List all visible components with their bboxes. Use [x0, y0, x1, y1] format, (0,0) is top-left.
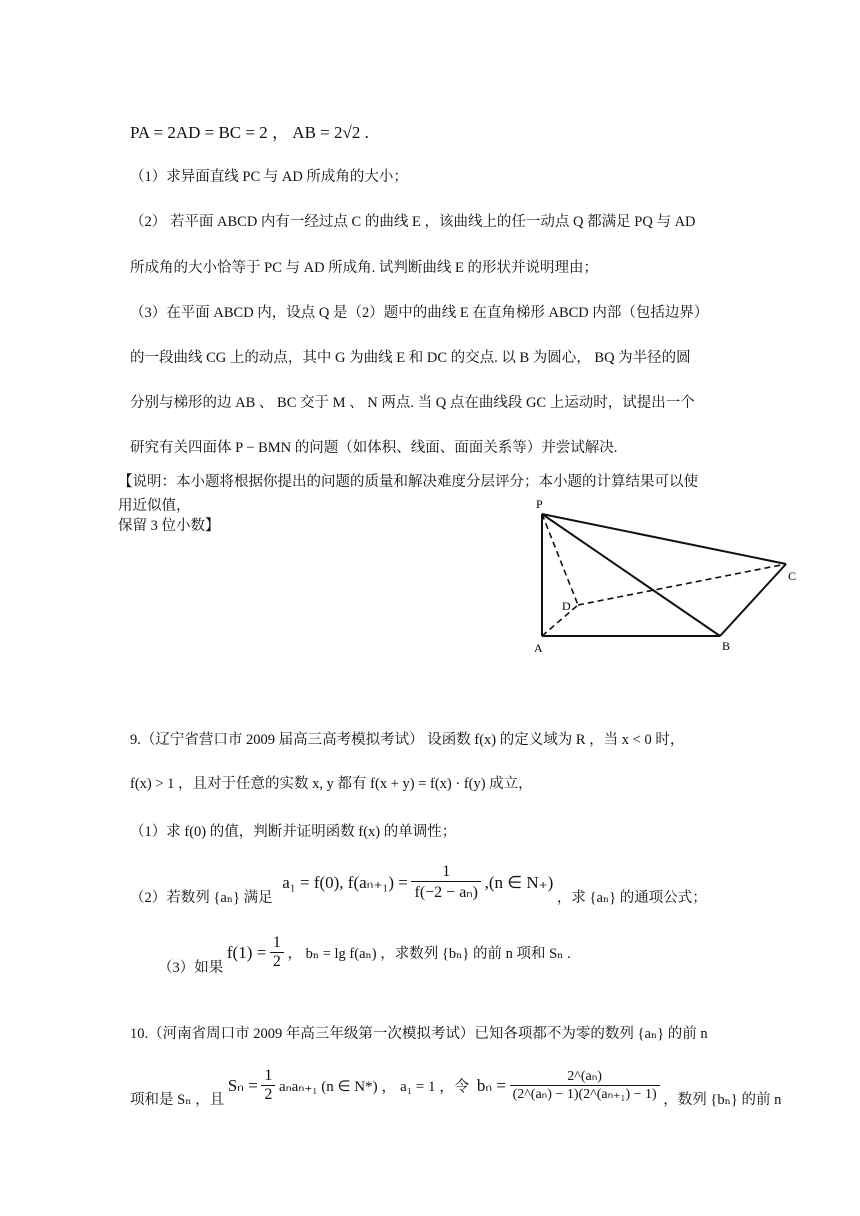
p9-q2-suffix: ，求 {aₙ} 的通项公式；	[556, 890, 707, 906]
p8-question-3-line-2: 的一段曲线 CG 上的动点，其中 G 为曲线 E 和 DC 的交点. 以 B 为圆心， BQ 为半径的圆	[130, 350, 691, 366]
label-D: D	[562, 599, 571, 613]
p8-question-3-line-3: 分别与梯形的边 AB 、 BC 交于 M 、 N 两点. 当 Q 点在曲线段 GC 上运动时，试提出一个	[130, 395, 695, 411]
p9-q2-frac-den: f(−2 − aₙ)	[414, 884, 478, 901]
label-A: A	[534, 641, 543, 655]
pyramid-figure	[520, 492, 800, 662]
p10-line2-suffix: ，数列 {bₙ} 的前 n	[663, 1092, 782, 1108]
p10-line-1: 10.（河南省周口市 2009 年高三年级第一次模拟考试）已知各项都不为零的数列 {aₙ} 的前 n	[130, 1026, 708, 1042]
p8-note-line-1: 【说明：本小题将根据你提出的问题的质量和解决难度分层评分；本小题的计算结果可以使	[118, 474, 698, 490]
p10-sn-frac-num: 1	[261, 1067, 275, 1086]
p10-sn-right: aₙaₙ₊₁ (n ∈ N*) ， a₁ = 1 ，令	[279, 1079, 470, 1095]
edge-AD	[542, 605, 578, 636]
p10-line-2	[130, 1062, 781, 1109]
p9-question-3	[158, 928, 571, 977]
given-conditions: PA = 2AD = BC = 2 ， AB = 2√2 .	[130, 123, 369, 142]
p10-sn-frac-den: 2	[264, 1086, 273, 1103]
p9-q2-prefix: （2）若数列 {aₙ} 满足	[130, 890, 273, 906]
p8-question-1: （1）求异面直线 PC 与 AD 所成角的大小；	[130, 169, 408, 185]
p9-question-2	[130, 858, 707, 907]
p9-line-1: 9.（辽宁省营口市 2009 届高三高考模拟考试） 设函数 f(x) 的定义域为 R ，当 x < 0 时，	[130, 732, 685, 748]
p9-q2-formula-right: ,(n ∈ N₊)	[484, 872, 554, 892]
p9-q3-prefix: （3）如果	[158, 960, 224, 976]
label-C: C	[788, 569, 797, 583]
p10-line2-prefix: 项和是 Sₙ ，且	[130, 1092, 225, 1108]
p10-bn-frac-num: 2^(aₙ)	[510, 1068, 660, 1086]
p10-bn-frac-den: (2^(aₙ) − 1)(2^(aₙ₊₁) − 1)	[512, 1087, 657, 1102]
label-B: B	[722, 639, 731, 653]
p9-q2-frac-num: 1	[411, 863, 481, 882]
p8-question-3-line-1: （3）在平面 ABCD 内，设点 Q 是（2）题中的曲线 E 在直角梯形 ABCD 内部（包括边界）	[130, 305, 709, 321]
p10-sn-fraction	[261, 1067, 275, 1104]
p9-q2-formula-left: a₁ = f(0), f(aₙ₊₁) =	[282, 872, 408, 892]
p9-line-2: f(x) > 1 ，且对于任意的实数 x, y 都有 f(x + y) = f(x) · f(y) 成立，	[130, 776, 533, 792]
p8-note-line-3: 保留 3 位小数】	[118, 518, 220, 534]
p9-q3-frac-num: 1	[270, 934, 284, 953]
p9-q3-fraction	[270, 934, 284, 971]
p8-question-2-line-2: 所成角的大小恰等于 PC 与 AD 所成角. 试判断曲线 E 的形状并说明理由；	[130, 260, 599, 276]
p8-question-3-line-4: 研究有关四面体 P − BMN 的问题（如体积、线面、面面关系等）并尝试解决.	[130, 440, 618, 456]
label-P: P	[536, 497, 543, 511]
edge-PD	[542, 514, 578, 605]
p9-q3-frac-den: 2	[272, 953, 281, 970]
p9-q3-suffix: ， bₙ = lg f(aₙ) ，求数列 {bₙ} 的前 n 项和 Sₙ .	[287, 946, 571, 962]
p10-bn-left: bₙ =	[476, 1075, 506, 1095]
p8-note-line-2: 用近似值，	[118, 498, 191, 514]
p9-q2-fraction	[411, 863, 481, 902]
p10-bn-fraction	[510, 1068, 660, 1103]
p9-question-1: （1）求 f(0) 的值，判断并证明函数 f(x) 的单调性；	[130, 824, 457, 840]
p8-question-2-line-1: （2） 若平面 ABCD 内有一经过点 C 的曲线 E ，该曲线上的任一动点 Q 都满足 PQ 与 AD	[130, 214, 696, 230]
p10-sn-left: Sₙ =	[227, 1075, 258, 1095]
p9-q3-f1: f(1) =	[226, 942, 267, 962]
